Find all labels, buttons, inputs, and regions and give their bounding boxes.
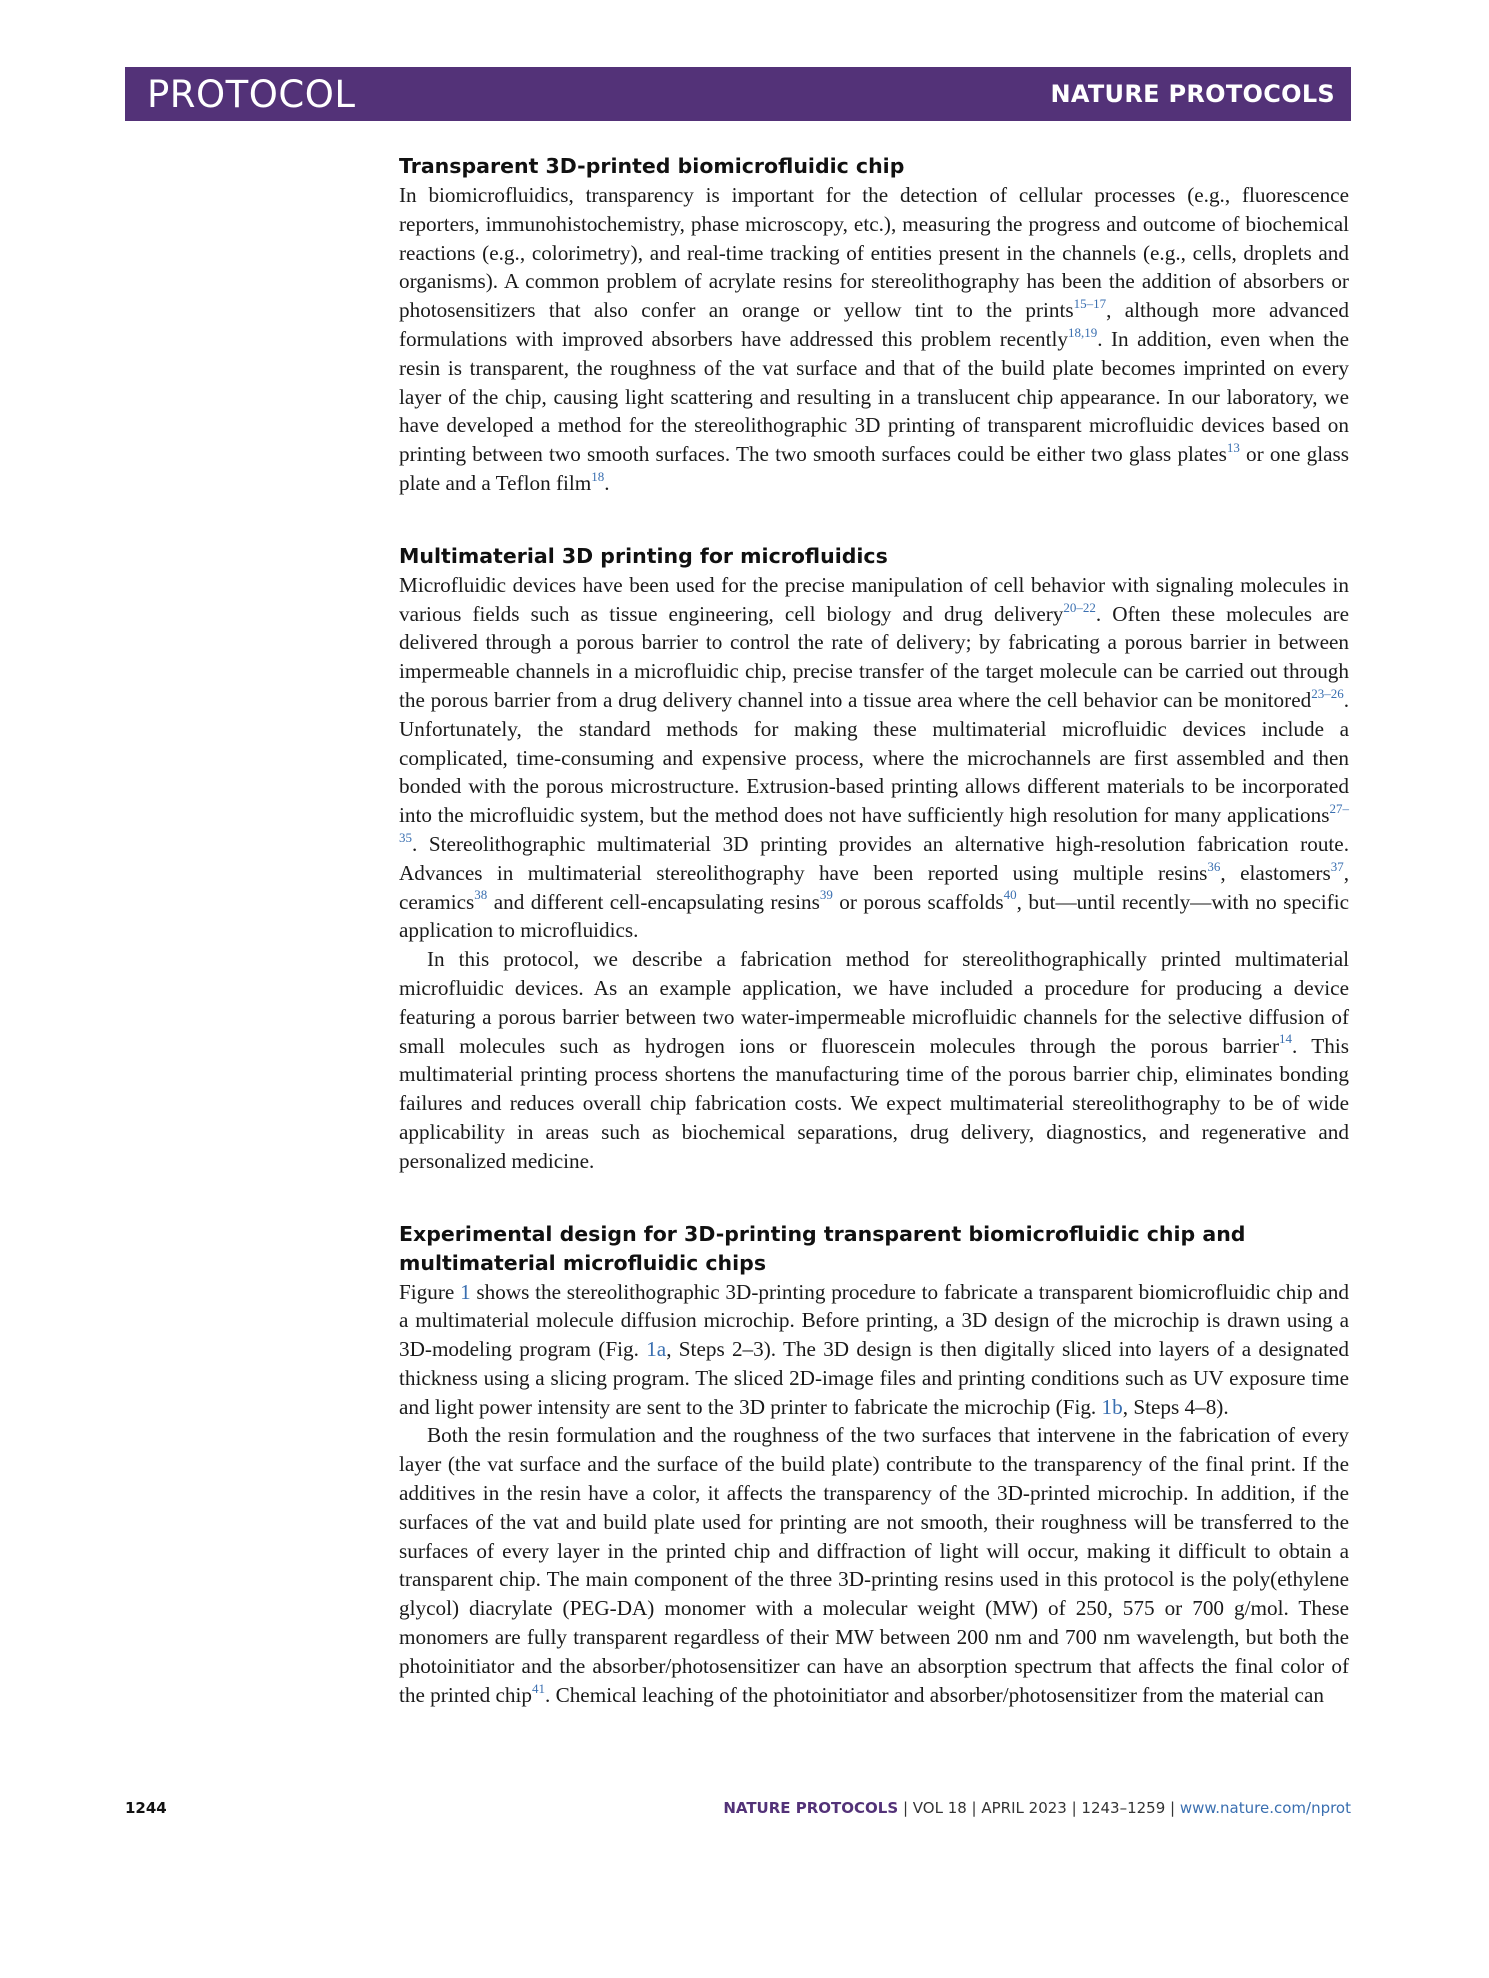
journal-name: NATURE PROTOCOLS [1050, 80, 1335, 108]
paragraph: In this protocol, we describe a fabrication method for stereolithographically printed multimaterial microfluidic devices. As an example application, we have included a procedure for producing a device featuring a porous barrier between two water-impermeable microfluidic channels for the selective diffusion of small molecules such as hydrogen ions or fluorescein molecules through the porous barrier$^{14}$. This multimaterial printing process shortens the manufacturing time of the porous barrier chip, eliminates bonding failures and reduces overall chip fabrication costs. We expect multimaterial stereolithography to be of wide applicability in areas such as biochemical separations, drug delivery, diagnostics, and regenerative and personalized medicine. [399, 947, 1349, 1173]
citation-ref[interactable]: 38 [474, 887, 488, 903]
footer-citation [723, 1799, 1351, 1817]
paragraph: Microfluidic devices have been used for the precise manipulation of cell behavior with signaling molecules in various fields such as tissue engineering, cell biology and drug delivery$^{20-22}$. Often these molecules are delivered through a porous barrier to control the rate of delivery; by fabricating a porous barrier in between impermeable channels in a microfluidic chip, precise transfer of the target molecule can be carried out through the porous barrier from a drug delivery channel into a tissue area where the cell behavior can be monitored$^{23-26}$. Unfortunately, the standard methods for making these multimaterial microfluidic devices include a complicated, time-consuming and expensive process, where the microchannels are first assembled and then bonded with the porous microstructure. Extrusion-based printing allows different materials to be incorporated into the microfluidic system, but the method does not have sufficiently high resolution for many applications$^{27-35}$. Stereolithographic multimaterial 3D printing provides an alternative high-resolution fabrication route. Advances in multimaterial stereolithography have been reported using multiple resins$^{36}$, elastomers$^{37}$, ceramics$^{38}$ and different cell-encapsulating resins$^{39}$ or porous scaffolds$^{40}$, but—until recently—with no specific application to microfluidics. [399, 572, 1349, 943]
journal-link[interactable]: www.nature.com/nprot [1179, 1799, 1351, 1817]
page-number: 1244 [125, 1799, 167, 1817]
citation-ref[interactable]: 13 [1226, 440, 1240, 456]
footer-journal: NATURE PROTOCOLS [723, 1799, 899, 1817]
paragraph: Figure 1 shows the stereolithographic 3D-printing procedure to fabricate a transparent biomicrofluidic chip and a multimaterial molecule diffusion microchip. Before printing, a 3D design of the microchip is drawn using a 3D-modeling program (Fig. 1a, Steps 2–3). The 3D design is then digitally sliced into layers of a designated thickness using a slicing program. The sliced 2D-image files and printing conditions such as UV exposure time and light power intensity are sent to the 3D printer to fabricate the microchip (Fig. 1b, Steps 4–8). [399, 1279, 1349, 1419]
citation-ref[interactable]: 36 [1207, 858, 1221, 874]
section-heading: Transparent 3D-printed biomicrofluidic chip [399, 154, 905, 178]
figure-ref[interactable]: 1b [1101, 1394, 1123, 1419]
citation-ref[interactable]: 15–17 [1073, 296, 1107, 312]
header-bar [125, 67, 1351, 121]
citation-ref[interactable]: 14 [1279, 1031, 1292, 1047]
footer-volume-info: | VOL 18 | APRIL 2023 | 1243–1259 | [898, 1799, 1180, 1817]
citation-ref[interactable]: 40 [1003, 887, 1017, 903]
section-heading: Multimaterial 3D printing for microfluidics [399, 543, 888, 568]
citation-ref[interactable]: 27–35 [399, 801, 1349, 845]
section-label: PROTOCOL [147, 72, 356, 116]
figure-ref[interactable]: 1a [646, 1337, 667, 1362]
citation-ref[interactable]: 18 [591, 468, 605, 484]
citation-ref[interactable]: 20–22 [1063, 599, 1096, 615]
citation-ref[interactable]: 23–26 [1311, 685, 1344, 701]
figure-ref[interactable]: 1 [460, 1279, 471, 1304]
article-body [399, 152, 1349, 1709]
section-heading: Experimental design for 3D-printing transparent biomicrofluidic chip and multimaterial microfluidic chips [399, 1221, 1246, 1275]
paragraph: In biomicrofluidics, transparency is important for the detection of cellular processes (e.g., fluorescence reporters, immunohistochemistry, phase microscopy, etc.), measuring the progress and outcome of biochemical reactions (e.g., colorimetry), and real-time tracking of entities present in the channels (e.g., cells, droplets and organisms). A common problem of acrylate resins for stereolithography has been the addition of absorbers or photosensitizers that also confer an orange or yellow tint to the prints$^{15-17}$, although more advanced formulations with improved absorbers have addressed this problem recently$^{18,19}$. In addition, even when the resin is transparent, the roughness of the vat surface and that of the build plate becomes imprinted on every layer of the chip, causing light scattering and resulting in a translucent chip appearance. In our laboratory, we have developed a method for the stereolithographic 3D printing of transparent microfluidic devices based on printing between two smooth surfaces. The two smooth surfaces could be either two glass plates$^{13}$ or one glass plate and a Teflon film$^{18}$. [399, 183, 1350, 495]
citation-ref[interactable]: 18,19 [1067, 324, 1098, 340]
citation-ref[interactable]: 41 [531, 1680, 545, 1696]
paragraph: Both the resin formulation and the roughness of the two surfaces that intervene in the fabrication of every layer (the vat surface and the surface of the build plate) contribute to the transparency of the final print. If the additives in the resin have a color, it affects the transparency of the 3D-printed microchip. In addition, if the surfaces of the vat and build plate used for printing are not smooth, their roughness will be transferred to the surfaces of every layer in the printed chip and diffraction of light will occur, making it difficult to obtain a transparent chip. The main component of the three 3D-printing resins used in this protocol is the poly(ethylene glycol) diacrylate (PEG-DA) monomer with a molecular weight (MW) of 250, 575 or 700 g/mol. These monomers are fully transparent regardless of their MW between 200 nm and 700 nm wavelength, but both the photoinitiator and the absorber/photosensitizer can have an absorption spectrum that affects the final color of the printed chip$^{41}$. Chemical leaching of the photoinitiator and absorber/photosensitizer from the material can [399, 1423, 1349, 1707]
citation-ref[interactable]: 37 [1330, 858, 1344, 874]
citation-ref[interactable]: 39 [819, 887, 833, 903]
